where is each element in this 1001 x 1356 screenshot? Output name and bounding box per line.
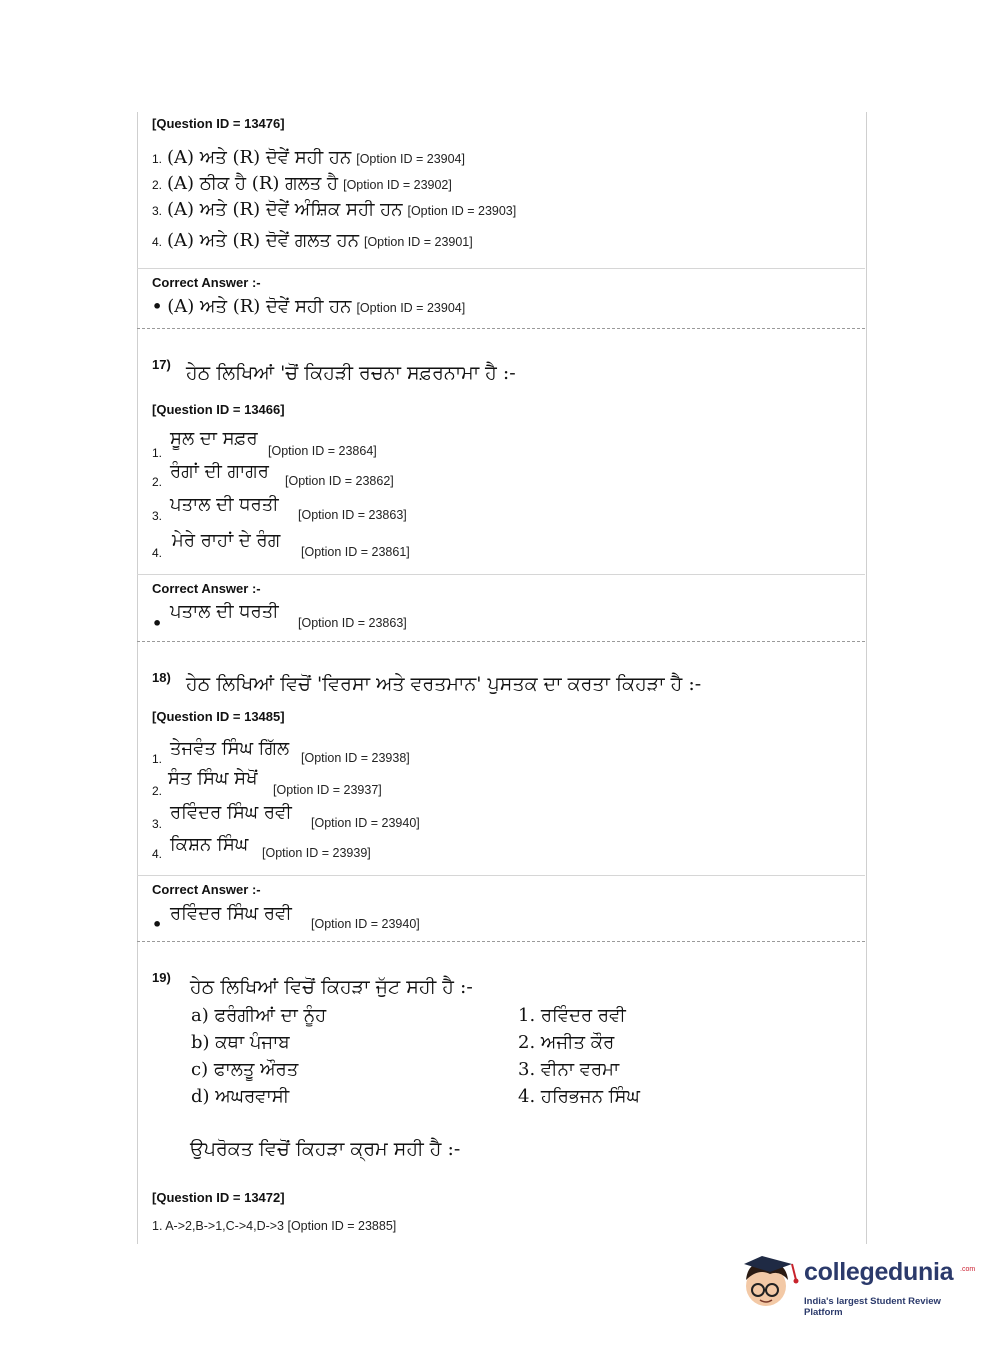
match-left-item: c) ਫਾਲਤੂ ਔਰਤ	[191, 1059, 299, 1080]
option-number: 3.	[152, 204, 163, 218]
option-text: ਪਤਾਲ ਦੀ ਧਰਤੀ	[170, 494, 279, 515]
option-id: [Option ID = 23864]	[268, 444, 377, 458]
collegedunia-logo	[740, 1250, 976, 1318]
correct-answer-text: ਪਤਾਲ ਦੀ ਧਰਤੀ	[170, 601, 279, 622]
match-left-item: d) ਅਘਰਵਾਸੀ	[191, 1086, 290, 1107]
option-id: [Option ID = 23862]	[285, 474, 394, 488]
option-id: [Option ID = 23863]	[298, 508, 407, 522]
option-number: 2.	[152, 178, 163, 192]
followup-question: ਉਪਰੋਕਤ ਵਿਚੋਂ ਕਿਹੜਾ ਕ੍ਰਮ ਸਹੀ ਹੈ :-	[190, 1138, 461, 1160]
logo-suffix: .com	[960, 1266, 976, 1273]
question-text: ਹੇਠ ਲਿਖਿਆਂ ਵਿਚੋਂ ਕਿਹੜਾ ਜੁੱਟ ਸਹੀ ਹੈ :-	[190, 976, 473, 998]
mascot-icon	[740, 1250, 802, 1312]
option-id: [Option ID = 23938]	[301, 751, 410, 765]
question-number: 18)	[152, 670, 171, 685]
question-text: ਹੇਠ ਲਿਖਿਆਂ 'ਚੋਂ ਕਿਹੜੀ ਰਚਨਾ ਸਫ਼ਰਨਾਮਾ ਹੈ :-	[186, 362, 516, 384]
option-id: [Option ID = 23937]	[273, 783, 382, 797]
option-text: ਸੂਲ ਦਾ ਸਫ਼ਰ	[170, 428, 258, 449]
option-text: ਤੇਜਵੰਤ ਸਿੰਘ ਗਿੱਲ	[170, 738, 290, 759]
logo-wordmark: collegedunia	[804, 1258, 954, 1286]
option-id: [Option ID = 23904]	[356, 301, 466, 315]
logo-tagline: India's largest Student Review Platform	[804, 1296, 941, 1318]
question-text: ਹੇਠ ਲਿਖਿਆਂ ਵਿਚੋਂ 'ਵਿਰਸਾ ਅਤੇ ਵਰਤਮਾਨ' ਪੁਸਤਕ ਦਾ ਕਰਤਾ ਕਿਹੜਾ ਹੈ :-	[186, 673, 702, 695]
match-right-item: 1. ਰਵਿੰਦਰ ਰਵੀ	[518, 1005, 626, 1026]
option-id: [Option ID = 23940]	[311, 816, 420, 830]
divider	[137, 574, 865, 575]
option-text: (A) ਅਤੇ (R) ਦੋਵੇਂ ਗਲਤ ਹਨ	[167, 230, 359, 251]
option-number: 3.	[152, 817, 163, 831]
option-id: [Option ID = 23901]	[363, 235, 473, 249]
option-id: [Option ID = 23902]	[343, 178, 452, 192]
option-text: (A) ਠੀਕ ਹੈ (R) ਗਲਤ ਹੈ	[167, 173, 339, 194]
option-number: 1.	[152, 446, 163, 460]
question-id: [Question ID = 13466]	[152, 402, 285, 417]
option-number: 2.	[152, 784, 163, 798]
correct-answer-label: Correct Answer :-	[152, 275, 261, 290]
question-separator	[137, 641, 865, 642]
question-id: [Question ID = 13476]	[152, 116, 285, 131]
match-right-item: 3. ਵੀਨਾ ਵਰਮਾ	[518, 1059, 620, 1080]
option-id: [Option ID = 23861]	[301, 545, 410, 559]
correct-answer-text: (A) ਅਤੇ (R) ਦੋਵੇਂ ਸਹੀ ਹਨ	[167, 296, 352, 317]
option-number: 4.	[152, 235, 163, 249]
option-text: (A) ਅਤੇ (R) ਦੋਵੇਂ ਸਹੀ ਹਨ	[167, 147, 352, 168]
option-text: ਰੰਗਾਂ ਦੀ ਗਾਗਰ	[170, 461, 269, 482]
correct-answer-text: ਰਵਿੰਦਰ ਸਿੰਘ ਰਵੀ	[170, 903, 292, 924]
match-right-item: 4. ਹਰਿਭਜਨ ਸਿੰਘ	[518, 1086, 640, 1107]
bullet: •	[152, 915, 163, 934]
question-number: 17)	[152, 357, 171, 372]
question-id: [Question ID = 13472]	[152, 1190, 285, 1205]
match-right-item: 2. ਅਜੀਤ ਕੌਰ	[518, 1032, 615, 1053]
bullet: •	[152, 297, 163, 316]
option-id: [Option ID = 23903]	[407, 204, 517, 218]
option-text: ਸੰਤ ਸਿੰਘ ਸੇਖੋਂ	[168, 768, 258, 789]
question-separator	[137, 328, 865, 329]
option-row	[152, 173, 452, 194]
option-number: 4.	[152, 847, 163, 861]
option-number: 4.	[152, 546, 163, 560]
option-id: [Option ID = 23939]	[262, 846, 371, 860]
correct-answer-label: Correct Answer :-	[152, 882, 261, 897]
question-separator	[137, 941, 865, 942]
option-number: 1.	[152, 752, 163, 766]
correct-answer-label: Correct Answer :-	[152, 581, 261, 596]
match-left-item: b) ਕਥਾ ਪੰਜਾਬ	[191, 1032, 290, 1053]
divider	[137, 268, 865, 269]
option-row	[152, 230, 473, 251]
bullet: •	[152, 614, 163, 633]
option-id: [Option ID = 23940]	[311, 917, 420, 931]
option-text: ਮੇਰੇ ਰਾਹਾਂ ਦੇ ਰੰਗ	[172, 530, 281, 551]
option-text: (A) ਅਤੇ (R) ਦੋਵੇਂ ਅੰਸ਼ਿਕ ਸਹੀ ਹਨ	[167, 199, 403, 220]
match-left-item: a) ਫਰੰਗੀਆਂ ਦਾ ਨੂੰਹ	[191, 1005, 327, 1026]
option-row	[152, 147, 465, 168]
option-number: 1.	[152, 152, 163, 166]
divider	[137, 875, 865, 876]
option-text: ਰਵਿੰਦਰ ਸਿੰਘ ਰਵੀ	[170, 802, 292, 823]
correct-answer	[152, 296, 465, 317]
option-row: 1. A->2,B->1,C->4,D->3 [Option ID = 23885]	[152, 1219, 397, 1233]
option-text: ਕਿਸ਼ਨ ਸਿੰਘ	[170, 834, 249, 855]
option-id: [Option ID = 23904]	[356, 152, 465, 166]
question-number: 19)	[152, 970, 171, 985]
option-number: 3.	[152, 509, 163, 523]
option-id: [Option ID = 23863]	[298, 616, 407, 630]
option-row	[152, 199, 516, 220]
option-number: 2.	[152, 475, 163, 489]
question-id: [Question ID = 13485]	[152, 709, 285, 724]
